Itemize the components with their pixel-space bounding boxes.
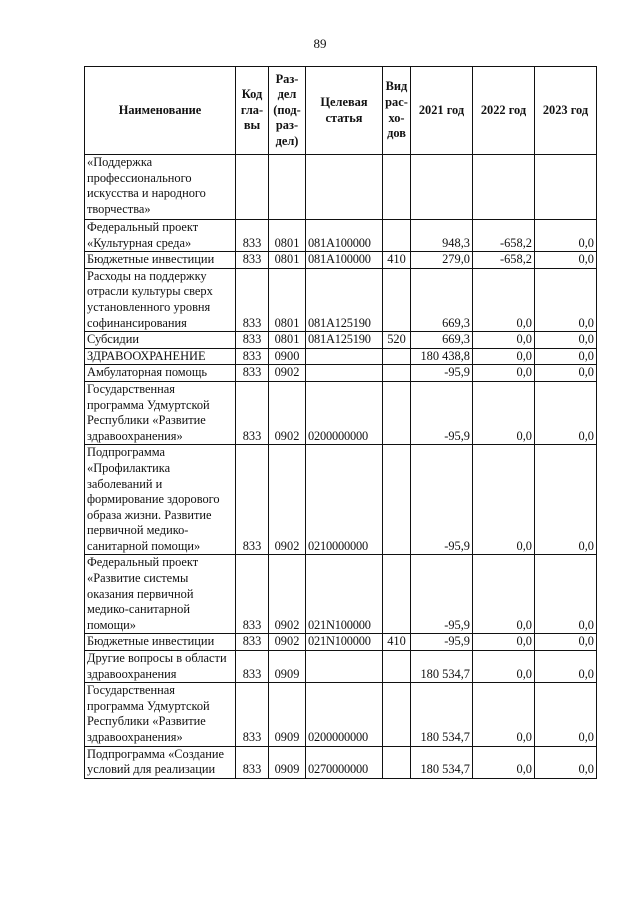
row-2022: 0,0: [473, 634, 535, 651]
row-2023: 0,0: [535, 445, 597, 555]
row-target: 0270000000: [306, 746, 383, 778]
row-target: 0200000000: [306, 381, 383, 444]
header-ministry-code: Код гла-вы: [236, 67, 269, 155]
row-code: 833: [236, 381, 269, 444]
row-section: 0900: [269, 348, 306, 365]
header-section: Раз-дел (под-раз-дел): [269, 67, 306, 155]
row-type: [383, 651, 411, 683]
row-2022: 0,0: [473, 332, 535, 349]
row-2021: [411, 155, 473, 220]
row-name: Другие вопросы в области здравоохранения: [85, 651, 236, 683]
row-section: 0801: [269, 252, 306, 269]
row-type: 410: [383, 252, 411, 269]
table-row: [85, 651, 597, 683]
row-type: 410: [383, 634, 411, 651]
row-2023: 0,0: [535, 651, 597, 683]
table-row: [85, 746, 597, 778]
row-section: 0902: [269, 381, 306, 444]
row-type: [383, 268, 411, 331]
table-row: [85, 348, 597, 365]
header-expense-type: Вид рас-хо-дов: [383, 67, 411, 155]
header-2022: 2022 год: [473, 67, 535, 155]
row-2023: 0,0: [535, 634, 597, 651]
row-2022: 0,0: [473, 381, 535, 444]
row-section: 0909: [269, 651, 306, 683]
row-section: 0902: [269, 555, 306, 634]
table-row: [85, 445, 597, 555]
row-name: Федеральный проект «Культурная среда»: [85, 220, 236, 252]
row-code: 833: [236, 268, 269, 331]
row-type: [383, 555, 411, 634]
row-type: [383, 155, 411, 220]
row-type: [383, 381, 411, 444]
row-2023: 0,0: [535, 365, 597, 382]
row-code: 833: [236, 683, 269, 746]
row-code: 833: [236, 252, 269, 269]
row-2021: 180 534,7: [411, 651, 473, 683]
row-name: Амбулаторная помощь: [85, 365, 236, 382]
row-2023: 0,0: [535, 332, 597, 349]
row-target: [306, 651, 383, 683]
row-name: Бюджетные инвестиции: [85, 634, 236, 651]
row-2022: -658,2: [473, 252, 535, 269]
row-name: Субсидии: [85, 332, 236, 349]
row-target: 081A125190: [306, 268, 383, 331]
row-target: 081A100000: [306, 220, 383, 252]
row-target: 081A125190: [306, 332, 383, 349]
row-section: [269, 155, 306, 220]
row-2023: [535, 155, 597, 220]
row-code: 833: [236, 746, 269, 778]
row-name: Государственная программа Удмуртской Республики «Развитие здравоохранения»: [85, 683, 236, 746]
row-2023: 0,0: [535, 348, 597, 365]
row-2021: 948,3: [411, 220, 473, 252]
row-2023: 0,0: [535, 252, 597, 269]
row-name: Государственная программа Удмуртской Республики «Развитие здравоохранения»: [85, 381, 236, 444]
table-row: [85, 252, 597, 269]
row-section: 0902: [269, 365, 306, 382]
row-2023: 0,0: [535, 683, 597, 746]
row-target: [306, 365, 383, 382]
row-name: Подпрограмма «Создание условий для реализации: [85, 746, 236, 778]
row-code: [236, 155, 269, 220]
row-2022: 0,0: [473, 683, 535, 746]
row-section: 0902: [269, 634, 306, 651]
row-name: Бюджетные инвестиции: [85, 252, 236, 269]
page-number: 89: [313, 36, 327, 51]
row-2021: 180 438,8: [411, 348, 473, 365]
row-code: 833: [236, 445, 269, 555]
row-2022: [473, 155, 535, 220]
row-name: Подпрограмма «Профилактика заболеваний и формирование здорового образа жизни. Развитие первичной медико-санитарной помощи»: [85, 445, 236, 555]
row-2022: 0,0: [473, 555, 535, 634]
row-target: 0200000000: [306, 683, 383, 746]
table-row: [85, 555, 597, 634]
table-row: [85, 381, 597, 444]
row-target: 021N100000: [306, 634, 383, 651]
row-2021: -95,9: [411, 381, 473, 444]
row-2021: -95,9: [411, 365, 473, 382]
row-type: [383, 365, 411, 382]
row-code: 833: [236, 651, 269, 683]
header-name: Наименование: [85, 67, 236, 155]
row-section: 0801: [269, 332, 306, 349]
row-section: 0801: [269, 268, 306, 331]
row-2023: 0,0: [535, 268, 597, 331]
header-2023: 2023 год: [535, 67, 597, 155]
row-2021: 180 534,7: [411, 683, 473, 746]
row-code: 833: [236, 348, 269, 365]
row-2022: 0,0: [473, 365, 535, 382]
row-name: Расходы на поддержку отрасли культуры сверх установленного уровня софинансирования: [85, 268, 236, 331]
row-target: [306, 348, 383, 365]
row-2022: 0,0: [473, 268, 535, 331]
row-type: 520: [383, 332, 411, 349]
row-2021: -95,9: [411, 555, 473, 634]
row-2023: 0,0: [535, 220, 597, 252]
row-2021: -95,9: [411, 445, 473, 555]
table-row: [85, 365, 597, 382]
row-2021: 669,3: [411, 268, 473, 331]
row-2022: -658,2: [473, 220, 535, 252]
row-2023: 0,0: [535, 381, 597, 444]
row-name: ЗДРАВООХРАНЕНИЕ: [85, 348, 236, 365]
row-code: 833: [236, 555, 269, 634]
row-code: 833: [236, 220, 269, 252]
table-row: [85, 332, 597, 349]
row-name: Федеральный проект «Развитие системы оказания первичной медико-санитарной помощи»: [85, 555, 236, 634]
row-2022: 0,0: [473, 651, 535, 683]
row-section: 0909: [269, 746, 306, 778]
row-section: 0909: [269, 683, 306, 746]
row-section: 0801: [269, 220, 306, 252]
row-type: [383, 445, 411, 555]
budget-table: [84, 66, 597, 779]
row-code: 833: [236, 634, 269, 651]
row-type: [383, 746, 411, 778]
row-2021: 180 534,7: [411, 746, 473, 778]
row-2022: 0,0: [473, 445, 535, 555]
row-target: [306, 155, 383, 220]
row-target: 021N100000: [306, 555, 383, 634]
row-2021: 669,3: [411, 332, 473, 349]
row-target: 0210000000: [306, 445, 383, 555]
row-2023: 0,0: [535, 746, 597, 778]
header-target: Целевая статья: [306, 67, 383, 155]
row-code: 833: [236, 365, 269, 382]
row-2021: -95,9: [411, 634, 473, 651]
row-type: [383, 348, 411, 365]
row-section: 0902: [269, 445, 306, 555]
row-target: 081A100000: [306, 252, 383, 269]
header-row: [85, 67, 597, 155]
row-type: [383, 220, 411, 252]
header-2021: 2021 год: [411, 67, 473, 155]
table-row: [85, 268, 597, 331]
row-name: «Поддержка профессионального искусства и народного творчества»: [85, 155, 236, 220]
row-2021: 279,0: [411, 252, 473, 269]
row-2023: 0,0: [535, 555, 597, 634]
table-row: [85, 220, 597, 252]
table-row: [85, 155, 597, 220]
table-row: [85, 634, 597, 651]
row-code: 833: [236, 332, 269, 349]
row-2022: 0,0: [473, 348, 535, 365]
table-row: [85, 683, 597, 746]
row-2022: 0,0: [473, 746, 535, 778]
row-type: [383, 683, 411, 746]
